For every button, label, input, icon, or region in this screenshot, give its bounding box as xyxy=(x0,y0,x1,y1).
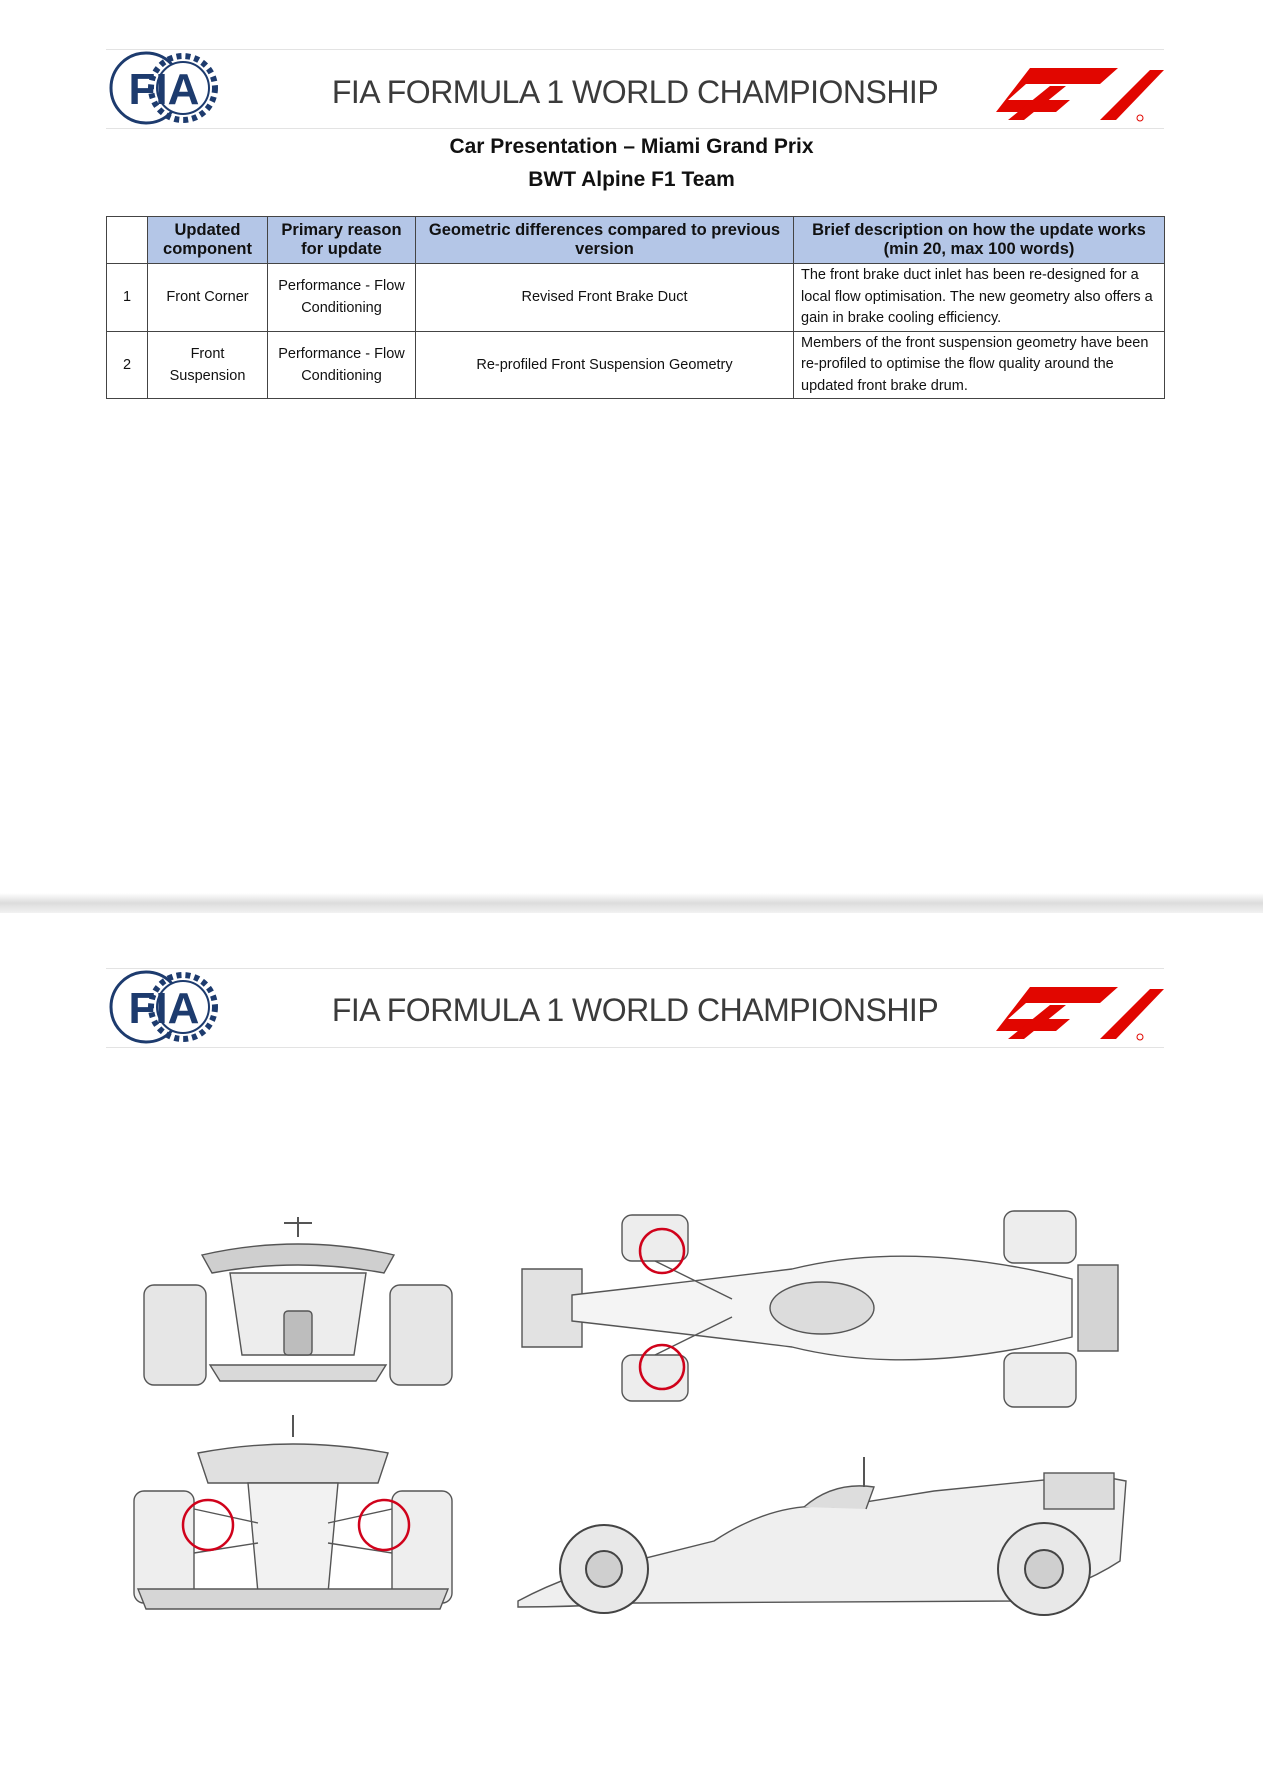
table-header-row xyxy=(107,217,1165,264)
team-name: BWT Alpine F1 Team xyxy=(528,168,735,191)
header-top-rule xyxy=(106,968,1164,969)
f1-logo-icon xyxy=(990,66,1166,122)
page-separator xyxy=(0,893,1263,913)
row-geometric: Re-profiled Front Suspension Geometry xyxy=(416,331,794,399)
fia-logo-icon xyxy=(106,967,222,1047)
svg-text:FIA: FIA xyxy=(128,984,200,1033)
header-cell-number xyxy=(107,217,148,264)
row-geometric: Revised Front Brake Duct xyxy=(416,264,794,332)
header-top-rule xyxy=(106,49,1164,50)
table-row xyxy=(107,264,1165,332)
svg-text:FIA: FIA xyxy=(128,65,200,114)
header-cell-geometric: Geometric differences compared to previous version xyxy=(416,217,794,264)
car-top-view-icon xyxy=(512,1209,1124,1409)
updates-table xyxy=(106,216,1165,399)
header-cell-description: Brief description on how the update works (min 20, max 100 words) xyxy=(794,217,1165,264)
fia-logo-icon xyxy=(106,48,222,128)
car-front-view-icon xyxy=(128,1413,458,1613)
header-cell-component: Updated component xyxy=(148,217,268,264)
row-number: 1 xyxy=(107,264,148,332)
document-page-2 xyxy=(0,913,1263,1768)
table-row xyxy=(107,331,1165,399)
row-reason: Performance - Flow Conditioning xyxy=(268,264,416,332)
row-component: Front Suspension xyxy=(148,331,268,399)
row-number: 2 xyxy=(107,331,148,399)
car-rear-view-icon xyxy=(140,1215,456,1391)
car-side-view-icon xyxy=(514,1451,1128,1631)
row-description: Members of the front suspension geometry have been re-profiled to optimise the flow quality around the updated front brake drum. xyxy=(794,331,1165,399)
row-reason: Performance - Flow Conditioning xyxy=(268,331,416,399)
header-cell-reason: Primary reason for update xyxy=(268,217,416,264)
document-title: Car Presentation – Miami Grand Prix xyxy=(449,135,814,158)
header-bottom-rule xyxy=(106,128,1164,129)
f1-logo-icon xyxy=(990,985,1166,1041)
championship-title: FIA FORMULA 1 WORLD CHAMPIONSHIP xyxy=(331,992,939,1028)
row-component: Front Corner xyxy=(148,264,268,332)
row-description: The front brake duct inlet has been re-designed for a local flow optimisation. The new geometry also offers a gain in brake cooling efficiency. xyxy=(794,264,1165,332)
championship-title: FIA FORMULA 1 WORLD CHAMPIONSHIP xyxy=(331,74,939,110)
header-bottom-rule xyxy=(106,1047,1164,1048)
